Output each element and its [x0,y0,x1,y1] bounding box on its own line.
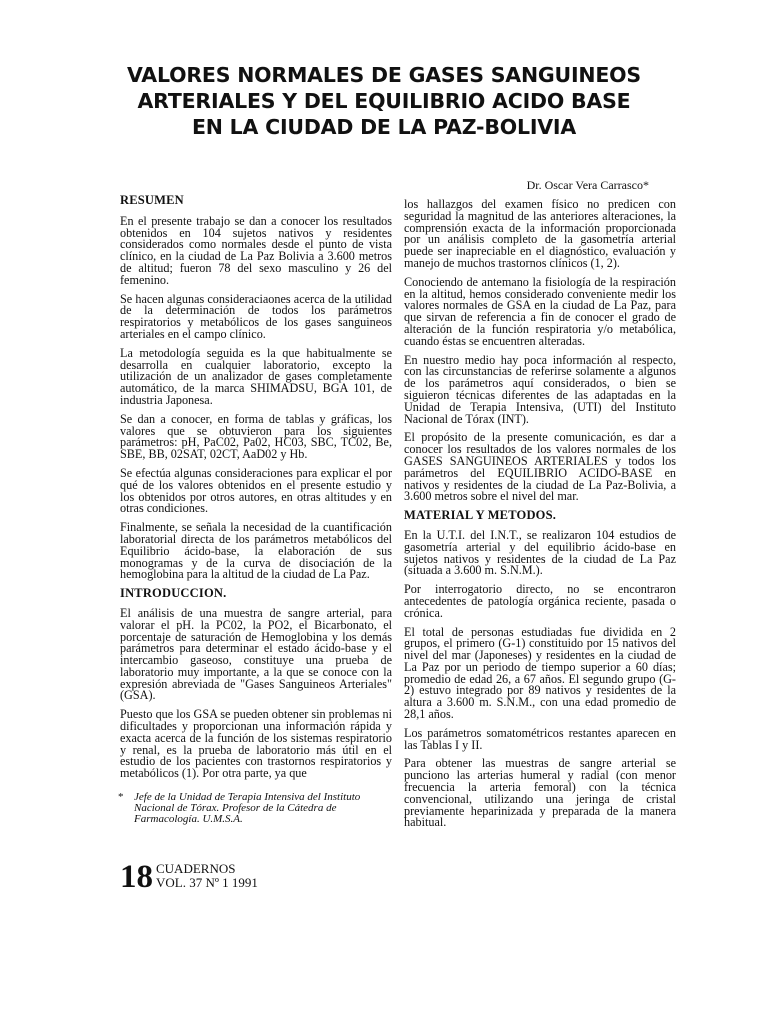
intro-paragraph: El propósito de la presente comunicación, es dar a conocer los resultados de los valores normales de los GASES SANGUINEOS ARTERIALES y todos los parámetros del EQUILIBRIO ACIDO-BASE en nativos y residentes de la ciudad de La Paz-Bolivia, a 3.600 metros sobre el nivel del mar. [404,430,676,504]
intro-paragraph: El análisis de una muestra de sangre arterial, para valorar el pH. la PC02, la PO2, el Bicarbonato, el porcentaje de saturación de Hemoglobina y los demás parámetros para determinar el estado ácido-base y el intercambio gaseoso, constituye una prueba de laboratorio muy importante, a la que se conoce con la expresión abreviada de "Gases Sanguineos Arteriales" (GSA). [120,605,392,703]
methods-paragraph: Para obtener las muestras de sangre arterial se punciono las arterias humeral y radial (con menor frecuencia la arteria femoral) con la técnica convencional, utilizando una jeringa de cristal previamente heparinizada y preparada de la manera habitual. [404,756,676,830]
author-line: Dr. Oscar Vera Carrasco* [526,178,649,192]
journal-volume: VOL. 37 Nº 1 1991 [156,875,258,890]
methods-paragraph: Los parámetros somatométricos restantes aparecen en las Tablas I y II. [404,725,676,752]
page-number: 18 [120,859,153,895]
resumen-paragraph: Se hacen algunas consideraciaones acerca de la utilidad de la determinación de todos los parámetros respiratorios y metabólicos de los gases sanguineos arteriales en el campo clínico. [120,291,392,341]
resumen-paragraph: Se dan a conocer, en forma de tablas y gráficas, los valores que se obtuvieron para los siguientes parámetros: pH, PaC02, Pa02, HC03, SBC, TC02, Be, SBE, BB, 02SAT, 02CT, AaD02 y Hb. [120,411,392,462]
resumen-paragraph: En el presente trabajo se dan a conocer los resultados obtenidos en 104 sujetos nativos y residentes considerados como normales desde el punto de vista clínico, en la ciudad de La Paz Bolivia a 3.600 metros de altitud; fueron 78 del sexo masculino y 26 del femenino. [120,213,392,287]
intro-paragraph: Puesto que los GSA se pueden obtener sin problemas ni dificultades y proporcionan una información rápida y exacta acerca de la función de los sistemas respiratorio y renal, es la prueba de laboratorio más útil en el estudio de los pacientes con trastornos respiratorios y metabólicos (1). Por otra parte, ya que [120,707,392,781]
heading-introduccion: INTRODUCCION. [120,586,227,601]
author-footnote [118,792,390,825]
methods-paragraph: El total de personas estudiadas fue dividida en 2 grupos, el primero (G-1) constituido por 15 nativos del nivel del mar (Japoneses) y residentes en la ciudad de La Paz por un periodo de tiempo superior a 60 días; promedio de edad 26, a 67 años. El segundo grupo (G-2) estuvo integrado por 89 nativos y residentes de la altura a 3.600 m. S.N.M., con una edad promedio de 28,1 años. [404,624,676,722]
title-line-3: EN LA CIUDAD DE LA PAZ-BOLIVIA [191,115,577,139]
resumen-paragraph: La metodología seguida es la que habitualmente se desarrolla en cualquier laboratorio, excepto la utilización de un analizador de gases completamente automático, de la marca SHIMADSU, BGA 101, de industria Japonesa. [120,345,392,407]
journal-name: CUADERNOS [156,861,236,876]
right-column [404,199,676,836]
footnote-marker: * [118,791,124,803]
article-title [80,62,688,140]
left-column [120,195,392,787]
intro-paragraph: Conociendo de antemano la fisiología de la respiración en la altitud, hemos considerado conveniente medir los valores normales de GSA en la ciudad de La Paz, para que sirvan de referencia a fin de conocer el grado de alteración de la función respiratoria y/o metabólica, cuando éstas se encuentren alteradas. [404,274,676,348]
intro-paragraph: En nuestro medio hay poca información al respecto, con las circunstancias de referirse solamente a algunos de los parámetros aquí considerados, o bien se siguieron técnicas diferentes de las adaptadas en la Unidad de Terapia Intensiva, (UTI) del Instituto Nacional de Tórax (INT). [404,352,676,426]
title-line-1: VALORES NORMALES DE GASES SANGUINEOS [127,63,641,87]
footnote-text: Jefe de la Unidad de Terapia Intensiva del Instituto Nacional de Tórax. Profesor de la Cátedra de Farmacología. U.M.S.A. [134,791,361,825]
resumen-paragraph: Finalmente, se señala la necesidad de la cuantificación laboratorial directa de los parámetros metabólicos del Equilibrio ácido-base, la elaboración de sus monogramas y de la curva de disociación de la hemoglobina para la altitud de la ciudad de La Paz. [120,520,392,582]
title-line-2: ARTERIALES Y DEL EQUILIBRIO ACIDO BASE [137,89,631,113]
journal-info [156,862,258,890]
intro-paragraph: los hallazgos del examen físico no predicen con seguridad la magnitud de las anteriores alteraciones, la comprensión exacta de la información proporcionada por un análisis completo de la gasometría arterial puede ser inapreciable en el diagnóstico, evaluación y manejo de muchos trastornos clínicos (1, 2). [404,197,676,270]
resumen-paragraph: Se efectúa algunas consideraciones para explicar el por qué de los valores obtenidos en el presente estudio y los obtenidos por otros autores, en otras altitudes y en otras condiciones. [120,465,392,516]
heading-resumen: RESUMEN [120,193,184,207]
heading-material-metodos: MATERIAL Y METODOS. [404,508,557,523]
methods-paragraph: En la U.T.I. del I.N.T., se realizaron 104 estudios de gasometría arterial y del equilibrio ácido-base en sujetos nativos y residentes de la ciudad de La Paz (situada a 3.600 m. S.N.M.). [404,527,676,578]
methods-paragraph: Por interrogatorio directo, no se encontraron antecedentes de patología orgánica reciente, pasada o crónica. [404,582,676,620]
